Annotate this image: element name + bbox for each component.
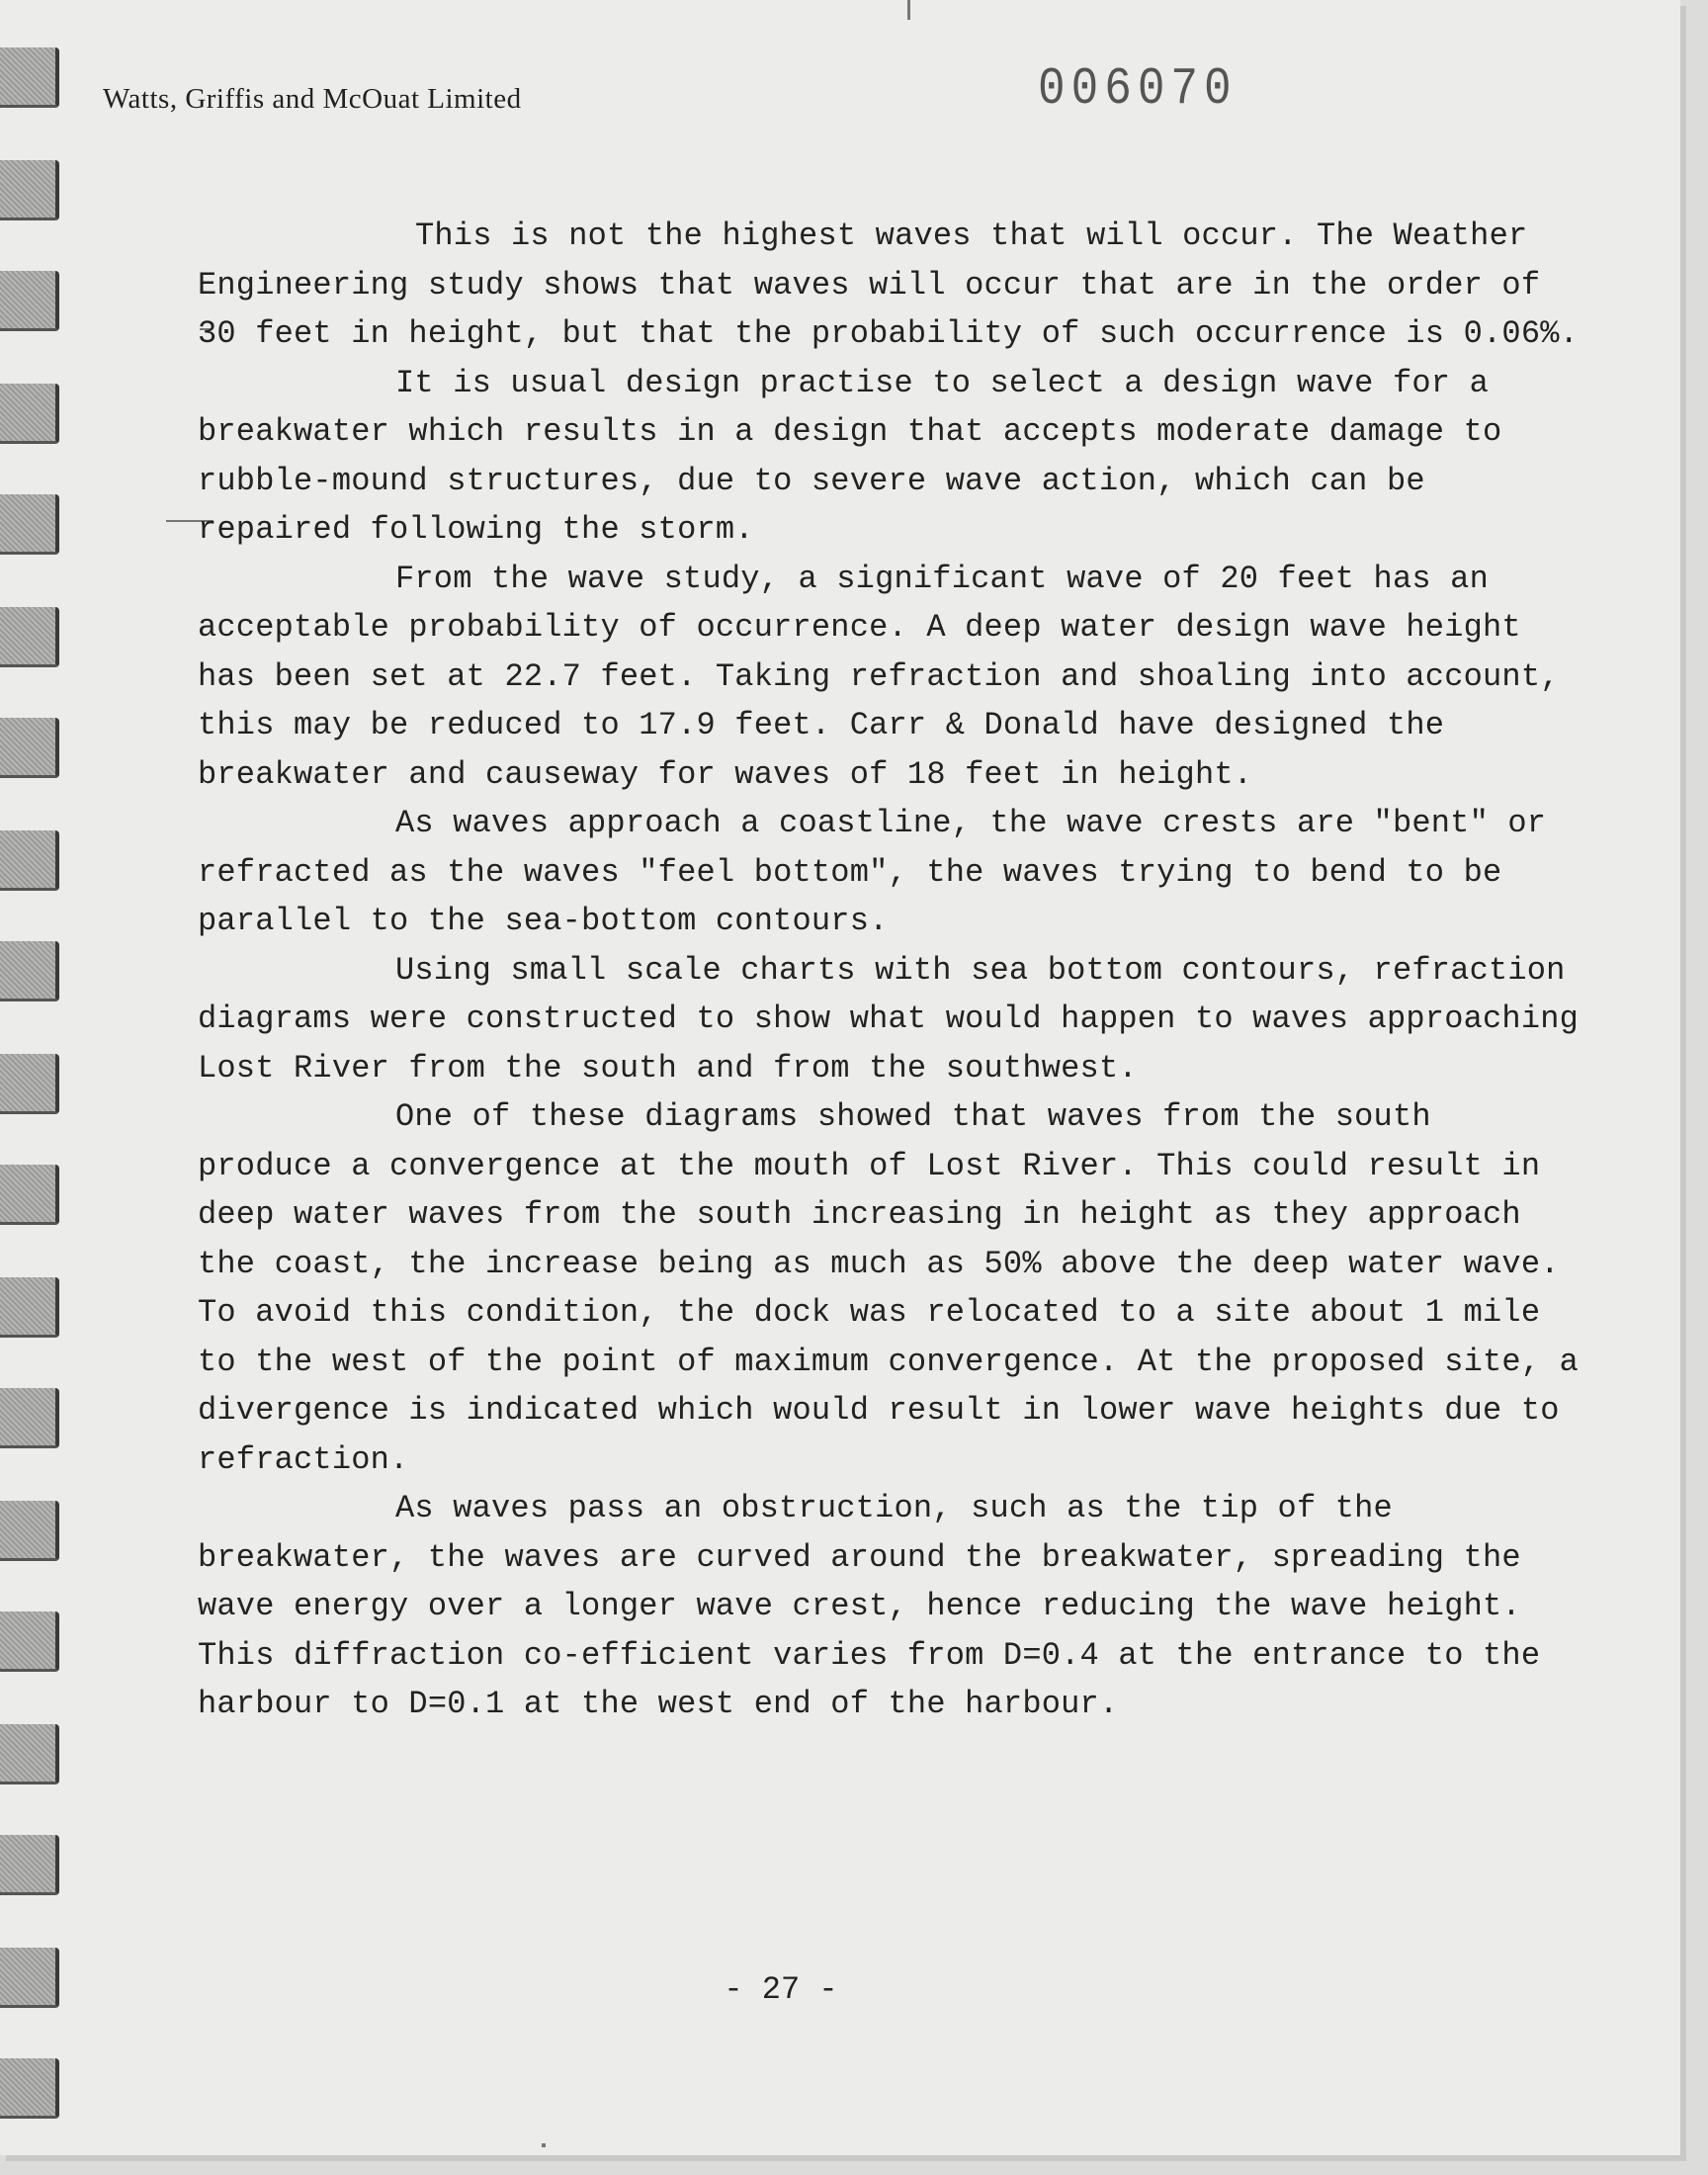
binding-ring	[0, 1165, 59, 1225]
body-text	[198, 212, 1581, 1729]
binding-ring	[0, 1501, 59, 1561]
letterhead: Watts, Griffis and McOuat Limited	[103, 83, 522, 115]
binding-ring	[0, 47, 59, 108]
binding-ring	[0, 160, 59, 220]
binding-ring	[0, 830, 59, 891]
binding-ring	[0, 1388, 59, 1448]
paragraph: It is usual design practise to select a design wave for a breakwater which results in a design that accepts moderate damage to rubble-mound structures, due to severe wave action, which can be repaired following the storm.	[198, 364, 1502, 548]
binding-ring	[0, 384, 59, 444]
paragraph: One of these diagrams showed that waves from the south produce a convergence at the mouth of Lost River. This could result in deep water waves from the south increasing in height as they approach the coast, the increase being as much as 50% above the deep water wave. To avoid this condition, the dock was relocated to a site about 1 mile to the west of the point of maximum convergence. At the proposed site, a divergence is indicated which would result in lower wave heights due to refraction.	[198, 1098, 1580, 1478]
binding-ring	[0, 2058, 59, 2119]
paragraph: From the wave study, a significant wave of 20 feet has an acceptable probability of occurrence. A deep water design wave height has been set at 22.7 feet. Taking refraction and shoaling into account, this may be reduced to 17.9 feet. Carr & Donald have designed the breakwater and causeway for waves of 18 feet in height.	[198, 560, 1560, 793]
binding-ring	[0, 1277, 59, 1338]
binding-ring	[0, 1835, 59, 1895]
paragraph: This is not the highest waves that will occur. The Weather Engineering study shows that waves will occur that are in the order of 30 feet in height, but that the probability of such occurrence is 0.06%.	[198, 218, 1580, 352]
binding-ring	[0, 1724, 59, 1784]
page-number: - 27 -	[724, 1971, 838, 2008]
binding-ring	[0, 1054, 59, 1114]
binding-ring	[0, 718, 59, 778]
paragraph: Using small scale charts with sea bottom contours, refraction diagrams were constructed to show what would happen to waves approaching Lost River from the south and from the southwest.	[198, 951, 1580, 1087]
binding-ring	[0, 607, 59, 667]
scan-mark	[542, 2143, 546, 2147]
paragraph: As waves approach a coastline, the wave crests are "bent" or refracted as the waves "feel bottom", the waves trying to bend to be parallel to the sea-bottom contours.	[198, 805, 1547, 939]
paragraph: As waves pass an obstruction, such as the tip of the breakwater, the waves are curved around the breakwater, spreading the wave energy over a longer wave crest, hence reducing the wave height. This diffraction co-efficient varies from D=0.4 at the entrance to the harbour to D=0.1 at the west end of the harbour.	[198, 1490, 1541, 1722]
binding-ring	[0, 1611, 59, 1672]
binding-ring	[0, 271, 59, 331]
spiral-binding	[0, 0, 69, 2155]
binding-ring	[0, 494, 59, 555]
document-stamp-number: 006070	[1038, 59, 1238, 119]
scan-mark	[907, 0, 910, 20]
binding-ring	[0, 941, 59, 1001]
